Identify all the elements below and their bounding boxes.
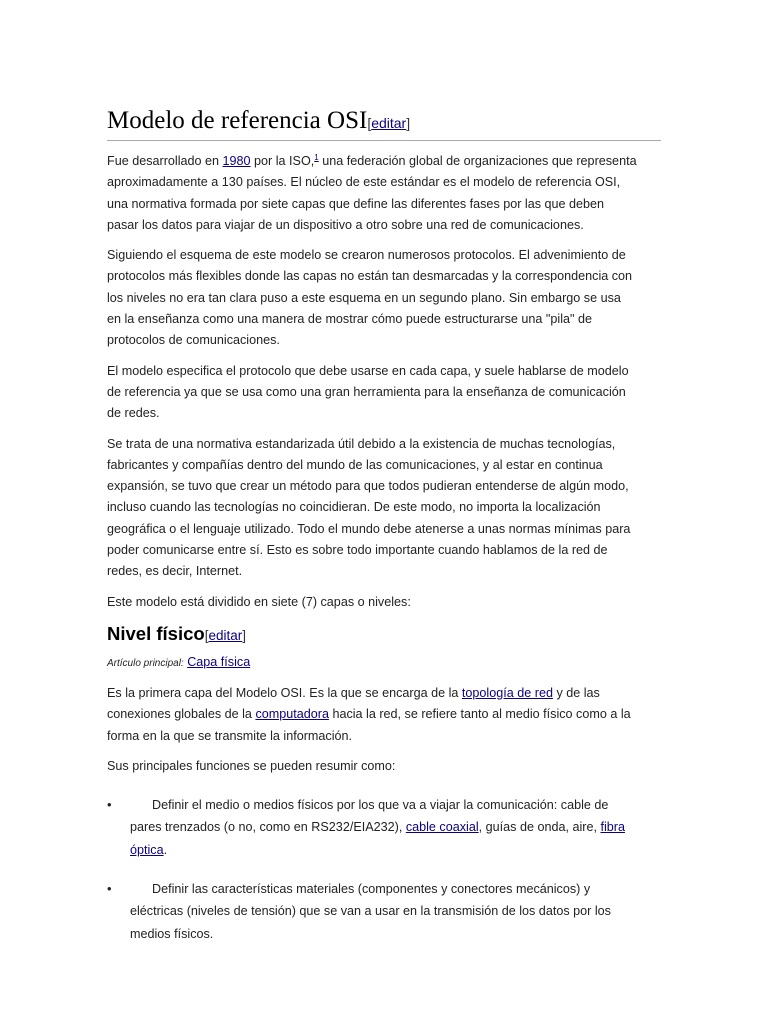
paragraph-physical-2: Sus principales funciones se pueden resumir como: — [107, 758, 396, 773]
list-item: • Definir el medio o medios físicos por los que va a viajar la comunicación: cable de pares trenzados (o no, como en RS232/EIA232), cable coaxial, guías de onda, aire, fibra óptica. — [107, 794, 661, 861]
edit-link[interactable]: editar — [208, 627, 243, 643]
page-title — [107, 106, 661, 141]
year-1980-link[interactable]: 1980 — [222, 154, 251, 168]
fibra-optica-link[interactable]: fibra — [600, 820, 625, 835]
hatnote-label: Artículo principal: — [107, 657, 184, 669]
article-content — [107, 106, 661, 945]
paragraph-intro-2: Siguiendo el esquema de este modelo se crearon numerosos protocolos. El advenimiento de protocolos más flexibles donde las capas no están tan desmarcadas y la correspondencia con los niveles no era tan clara puso a este esquema en un segundo plano. Sin embargo se usa en la enseñanza como una manera de mostrar cómo puede estructurarse una "pila" de protocolos de comunicaciones. — [107, 248, 633, 348]
bullet-icon: • — [107, 797, 112, 813]
page-title-text: Modelo de referencia OSI — [107, 107, 368, 134]
functions-list — [107, 794, 661, 945]
edit-section-nivel-fisico: [editar] — [204, 627, 246, 643]
topologia-de-red-link[interactable]: topología de red — [461, 685, 553, 700]
computadora-link[interactable]: computadora — [255, 707, 329, 722]
edit-link[interactable]: editar — [371, 115, 407, 131]
section-heading-nivel-fisico: Nivel físico[editar] — [107, 622, 246, 644]
list-item: • Definir las características materiales (componentes y conectores mecánicos) y eléctricas (niveles de tensión) que se van a usar en la transmisión de los datos por los medios físicos. — [107, 878, 661, 945]
paragraph-physical-1: Es la primera capa del Modelo OSI. Es la que se encarga de la topología de red y de las conexiones globales de la computadora hacia la red, se refiere tanto al medio físico como a la forma en la que se transmite la información. — [107, 685, 631, 743]
bullet-icon: • — [107, 881, 112, 897]
capa-fisica-link[interactable]: Capa física — [187, 654, 251, 669]
edit-section-osi: [editar] — [367, 115, 411, 131]
fibra-optica-link-cont[interactable]: óptica — [130, 842, 164, 857]
paragraph-intro-1: Fue desarrollado en 1980 por la ISO,$^1$ una federación global de organizaciones que representa aproximadamente a 130 países. El núcleo de este estándar es el modelo de referencia OSI, una normativa formada por siete capas que define las diferentes fases por las que deben pasar los datos para viajar de un dispositivo a otro sobre una red de comunicaciones. — [107, 152, 637, 232]
paragraph-intro-4: Se trata de una normativa estandarizada útil debido a la existencia de muchas tecnologías, fabricantes y compañías dentro del mundo de las comunicaciones, y al estar en continua expansión, se tuvo que crear un método para que todos pudieran entenderse de algún modo, incluso cuando las tecnologías no coincidieran. De este modo, no importa la localización geográfica o el lenguaje utilizado. Todo el mundo debe atenerse a unas normas mínimas para poder comunicarse entre sí. Esto es sobre todo importante cuando hablamos de la red de redes, es decir, Internet. — [107, 436, 631, 579]
paragraph-intro-5: Este modelo está dividido en siete (7) capas o niveles: — [107, 594, 411, 609]
paragraph-intro-3: El modelo especifica el protocolo que debe usarse en cada capa, y suele hablarse de modelo de referencia ya que se usa como una gran herramienta para la enseñanza de comunicación de redes. — [107, 363, 629, 421]
cable-coaxial-link[interactable]: cable coaxial — [405, 820, 479, 835]
footnote-ref-link[interactable]: 1 — [314, 152, 319, 162]
main-article-hatnote — [107, 652, 661, 674]
